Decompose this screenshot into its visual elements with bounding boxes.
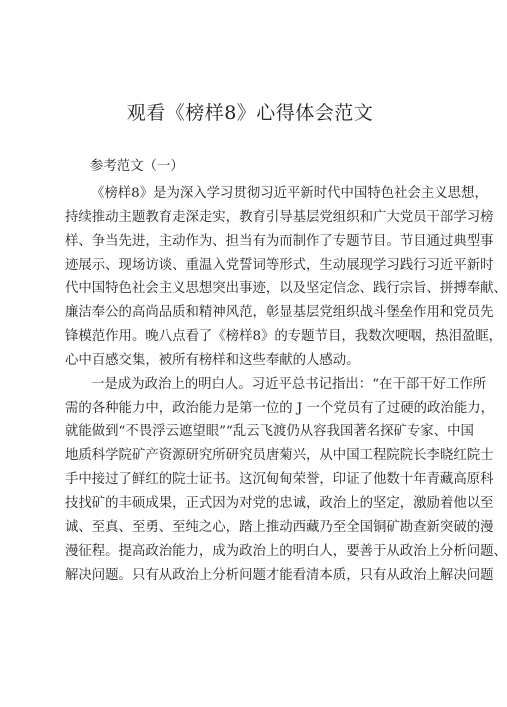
text-line: 一是成为政治上的明白人。习近平总书记指出：“在干部干好工作所: [91, 376, 487, 392]
text-line: 代中国特色社会主义思想突出事迹，以及坚定信念、践行宗旨、拼搏奉献、: [65, 281, 507, 297]
document-subtitle: 参考范文（一）: [90, 159, 184, 174]
text-line: 心中百感交集，被所有榜样和这些奉献的人感动。: [65, 352, 360, 368]
text-line: 迹展示、现场访谈、重温入党誓词等形式，生动展现学习践行习近平新时: [65, 257, 494, 273]
text-line: 《榜样8》是为深入学习贯彻习近平新时代中国特色社会主义思想，: [91, 186, 488, 201]
text-line: 解决问题。只有从政治上分析问题才能看清本质，只有从政治上解决问题: [65, 567, 494, 583]
text-line: 需的各种能力中，政治能力是第一位的 J 一个党员有了过硬的政治能力，: [65, 400, 494, 416]
text-line: 廉洁奉公的高尚品质和精神风范，彰显基层党组织战斗堡垒作用和党员先: [65, 305, 494, 321]
text-line: 就能做到“不畏浮云遮望眼”“乱云飞渡仍从容我国著名探矿专家、中国: [65, 424, 474, 440]
paragraph: [65, 373, 507, 588]
document-body: [65, 182, 507, 587]
text-line: 手中接过了鲜红的院士证书。这沉甸甸荣誉，印证了他数十年青藏高原科: [65, 472, 494, 488]
text-line: 持续推动主题教育走深走实，教育引导基层党组织和广大党员干部学习榜: [65, 209, 494, 225]
text-line: 样、争当先进，主动作为、担当有为而制作了专题节目。节目通过典型事: [65, 233, 494, 249]
text-line: 诚、至真、至勇、至纯之心，踏上推动西藏乃至全国铜矿勘查新突破的漫: [65, 519, 494, 535]
paragraph: [65, 182, 507, 373]
text-line: 地质科学院矿产资源研究所研究员唐菊兴，从中国工程院院长李晓红院士: [65, 448, 494, 464]
text-line: 技找矿的丰硕成果，正式因为对党的忠诚，政治上的坚定，激励着他以至: [65, 495, 494, 511]
text-line: 锋模范作用。晚八点看了《榜样8》的专题节目，我数次哽咽，热泪盈眶，: [65, 329, 503, 345]
text-line: 漫征程。提高政治能力，成为政治上的明白人，要善于从政治上分析问题、: [65, 543, 507, 559]
document-title: 观看《榜样8》心得体会范文: [126, 102, 374, 124]
